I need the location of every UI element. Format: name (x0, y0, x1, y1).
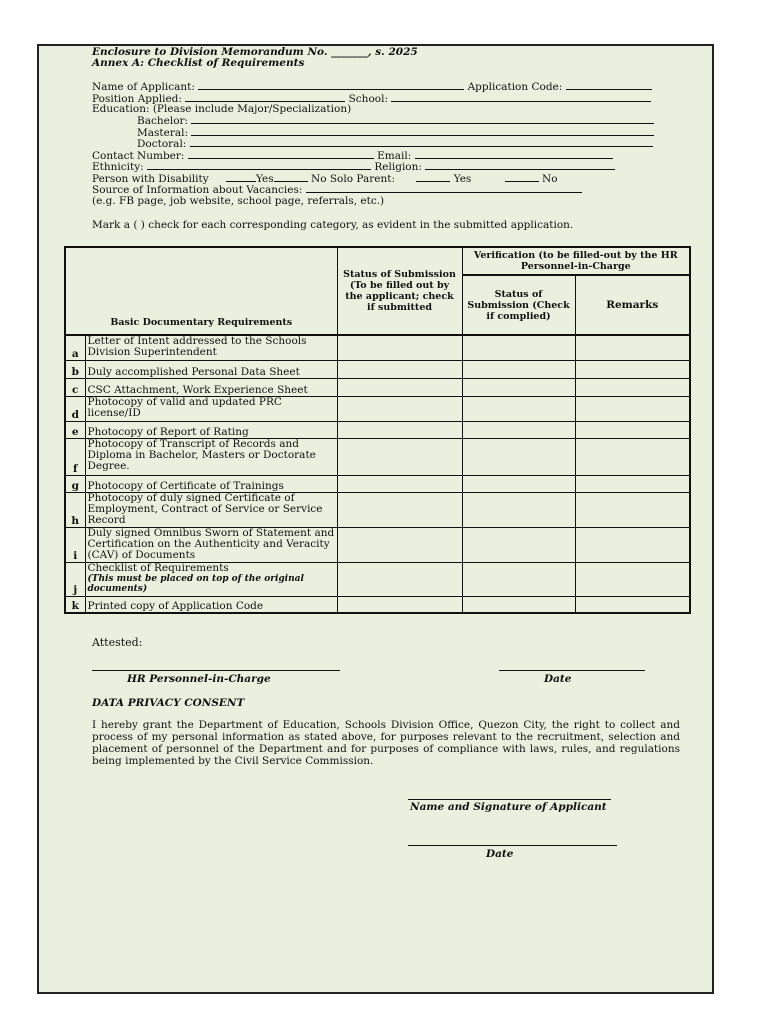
hr-status-cell[interactable] (462, 527, 575, 562)
requirement-row (65, 335, 690, 360)
doctoral-label: Doctoral: (137, 138, 187, 150)
bachelor-label: Bachelor: (137, 115, 189, 127)
privacy-consent-text: I hereby grant the Department of Education, Schools Division Office, Quezon City, the right to collect and process of my personal information as stated above, for purposes relevant to the recruitment, selection and placement of personnel of the Department and for purposes of compliance with laws, rules, and regulations being implemented by the Civil Service Commission. (92, 719, 680, 767)
row-letter: b (65, 360, 85, 378)
source-field[interactable] (306, 183, 582, 193)
applicant-status-cell[interactable] (337, 562, 462, 596)
masteral-label: Masteral: (137, 127, 189, 139)
attested-label: Attested: (92, 636, 143, 649)
hr-signature-line[interactable] (92, 670, 340, 671)
hr-date-line[interactable] (499, 670, 645, 671)
requirement-row (65, 596, 690, 613)
applicant-status-cell[interactable] (337, 378, 462, 396)
row-letter: c (65, 378, 85, 396)
solo-parent-yes-field[interactable] (416, 172, 450, 182)
hr-status-cell[interactable] (462, 492, 575, 527)
solo-parent-yes-label: Yes (453, 173, 472, 185)
remarks-cell[interactable] (575, 421, 690, 438)
row-letter: d (65, 396, 85, 421)
applicant-status-cell[interactable] (337, 421, 462, 438)
requirement-row (65, 378, 690, 396)
checklist-page (37, 44, 714, 994)
privacy-title: DATA PRIVACY CONSENT (92, 697, 245, 709)
pwd-no-field[interactable] (274, 172, 308, 182)
requirement-text: Checklist of Requirements (87, 561, 229, 574)
requirement-text: Printed copy of Application Code (85, 596, 337, 613)
requirement-note: (This must be placed on top of the original documents) (87, 573, 304, 594)
masteral-field[interactable] (191, 126, 654, 136)
hr-status-cell[interactable] (462, 596, 575, 613)
requirement-text: Photocopy of Report of Rating (85, 421, 337, 438)
pwd-label: Person with Disability (92, 173, 209, 185)
remarks-cell[interactable] (575, 396, 690, 421)
hr-personnel-label: HR Personnel-in-Charge (127, 673, 271, 685)
requirement-row (65, 562, 690, 596)
application-code-field[interactable] (566, 80, 652, 90)
requirement-row (65, 396, 690, 421)
remarks-cell[interactable] (575, 438, 690, 475)
applicant-name-field[interactable] (198, 80, 464, 90)
hr-status-cell[interactable] (462, 475, 575, 492)
requirement-row (65, 527, 690, 562)
hr-status-cell[interactable] (462, 335, 575, 360)
hr-status-cell[interactable] (462, 396, 575, 421)
applicant-signature-label: Name and Signature of Applicant (410, 801, 607, 813)
requirement-text: Duly accomplished Personal Data Sheet (85, 360, 337, 378)
pwd-yes-field[interactable] (226, 172, 256, 182)
applicant-date-line[interactable] (408, 845, 617, 846)
enclosure-heading: Enclosure to Division Memorandum No. _______, s. 2025 (92, 46, 418, 58)
instruction-text: Mark a ( ) check for each corresponding category, as evident in the submitted application. (92, 219, 574, 231)
remarks-cell[interactable] (575, 527, 690, 562)
hr-status-cell[interactable] (462, 562, 575, 596)
status-submission-header: Status of Submission (To be filled out by the applicant; check if submitted (337, 247, 462, 335)
requirement-cell (85, 562, 337, 596)
source-label: Source of Information about Vacancies: (92, 184, 303, 196)
requirement-row (65, 475, 690, 492)
pwd-no-label: No (311, 173, 327, 185)
requirement-text: Photocopy of valid and updated PRC license/ID (85, 396, 337, 421)
applicant-status-cell[interactable] (337, 475, 462, 492)
requirement-text: Letter of Intent addressed to the Schools Division Superintendent (85, 335, 337, 360)
remarks-cell[interactable] (575, 562, 690, 596)
requirements-header: Basic Documentary Requirements (65, 247, 337, 335)
requirements-table (64, 246, 691, 614)
annex-heading: Annex A: Checklist of Requirements (92, 57, 305, 69)
row-letter: e (65, 421, 85, 438)
requirement-row (65, 492, 690, 527)
solo-parent-no-field[interactable] (505, 172, 539, 182)
hr-status-cell[interactable] (462, 421, 575, 438)
education-label: Education: (Please include Major/Specialization) (92, 103, 352, 115)
requirement-row (65, 360, 690, 378)
remarks-cell[interactable] (575, 360, 690, 378)
pwd-yes-label: Yes (256, 173, 274, 185)
applicant-date-label: Date (486, 848, 514, 860)
applicant-name-label: Name of Applicant: (92, 81, 195, 93)
requirement-text: CSC Attachment, Work Experience Sheet (85, 378, 337, 396)
applicant-status-cell[interactable] (337, 335, 462, 360)
requirement-row (65, 421, 690, 438)
applicant-status-cell[interactable] (337, 438, 462, 475)
remarks-cell[interactable] (575, 596, 690, 613)
religion-field[interactable] (425, 160, 615, 170)
row-letter: k (65, 596, 85, 613)
hr-status-cell[interactable] (462, 378, 575, 396)
row-letter: i (65, 527, 85, 562)
row-letter: g (65, 475, 85, 492)
remarks-header: Remarks (575, 275, 690, 335)
email-field[interactable] (415, 149, 613, 159)
row-letter: h (65, 492, 85, 527)
applicant-status-cell[interactable] (337, 492, 462, 527)
verify-status-header: Status of Submission (Check if complied) (462, 275, 575, 335)
remarks-cell[interactable] (575, 335, 690, 360)
applicant-status-cell[interactable] (337, 596, 462, 613)
requirement-text: Duly signed Omnibus Sworn of Statement and Certification on the Authenticity and Veracity (CAV) of Documents (85, 527, 337, 562)
requirement-text: Photocopy of Certificate of Trainings (85, 475, 337, 492)
row-letter: a (65, 335, 85, 360)
source-examples: (e.g. FB page, job website, school page, referrals, etc.) (92, 195, 385, 207)
requirement-text: Photocopy of Transcript of Records and Diploma in Bachelor, Masters or Doctorate Degree. (85, 438, 337, 475)
hr-status-cell[interactable] (462, 438, 575, 475)
applicant-signature-line[interactable] (408, 799, 611, 800)
applicant-status-cell[interactable] (337, 396, 462, 421)
hr-status-cell[interactable] (462, 360, 575, 378)
solo-parent-label: Solo Parent: (329, 173, 395, 185)
religion-label: Religion: (374, 161, 422, 173)
row-letter: j (65, 562, 85, 596)
contact-label: Contact Number: (92, 150, 185, 162)
remarks-cell[interactable] (575, 378, 690, 396)
remarks-cell[interactable] (575, 492, 690, 527)
row-letter: f (65, 438, 85, 475)
application-code-label: Application Code: (467, 81, 563, 93)
bachelor-field[interactable] (191, 114, 654, 124)
school-field[interactable] (391, 92, 651, 102)
applicant-status-cell[interactable] (337, 360, 462, 378)
contact-field[interactable] (188, 149, 374, 159)
solo-parent-no-label: No (542, 173, 558, 185)
verification-header: Verification (to be filled-out by the HR Personnel-in-Charge (462, 247, 690, 275)
school-label: School: (348, 93, 388, 105)
position-label: Position Applied: (92, 93, 182, 105)
email-label: Email: (377, 150, 412, 162)
requirement-row (65, 438, 690, 475)
ethnicity-field[interactable] (147, 160, 371, 170)
remarks-cell[interactable] (575, 475, 690, 492)
doctoral-field[interactable] (190, 137, 653, 147)
applicant-status-cell[interactable] (337, 527, 462, 562)
requirement-text: Photocopy of duly signed Certificate of Employment, Contract of Service or Service Record (85, 492, 337, 527)
position-field[interactable] (185, 92, 345, 102)
ethnicity-label: Ethnicity: (92, 161, 144, 173)
hr-date-label: Date (544, 673, 572, 685)
